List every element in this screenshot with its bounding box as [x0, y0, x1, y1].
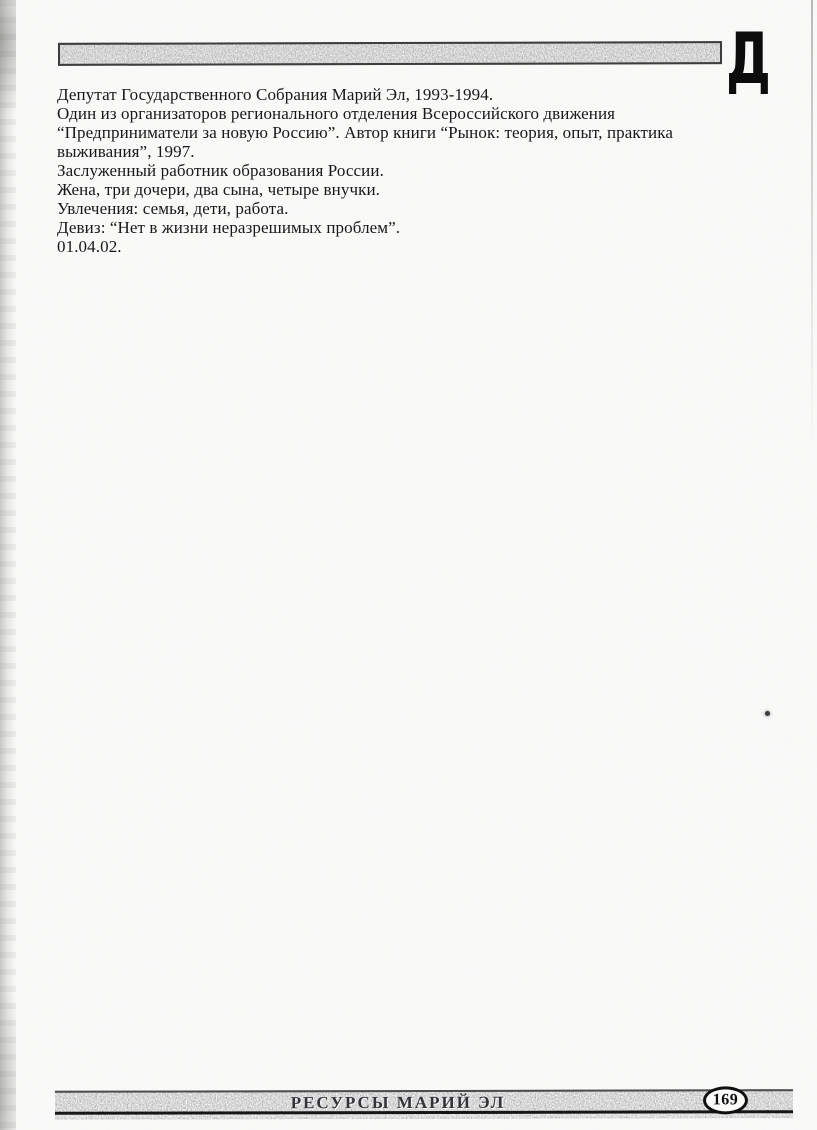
biography-line: “Предприниматели за новую Россию”. Автор книги “Рынок: теория, опыт, практика — [57, 123, 674, 142]
right-fold-line — [811, 0, 813, 450]
biography-line: выживания”, 1997. — [57, 142, 195, 161]
biography-line: Жена, три дочери, два сына, четыре внучки. — [57, 180, 381, 199]
scan-speck — [765, 711, 770, 716]
header-bar-hatch-texture — [60, 43, 720, 64]
biography-text — [57, 85, 673, 256]
footer-running-title: РЕСУРСЫ МАРИЙ ЭЛ — [290, 1092, 506, 1113]
page-number: 169 — [712, 1091, 739, 1109]
biography-line: Один из организаторов регионального отделения Всероссийского движения — [57, 104, 616, 123]
section-letter: Д — [726, 18, 771, 100]
section-header-bar — [58, 41, 722, 66]
biography-line: 01.04.02. — [57, 237, 122, 256]
biography-line: Депутат Государственного Собрания Марий Эл, 1993-1994. — [57, 85, 494, 104]
footer-bar — [55, 1089, 793, 1118]
biography-line: Девиз: “Нет в жизни неразрешимых проблем”. — [57, 218, 401, 237]
page-number-badge — [703, 1086, 748, 1114]
biography-line: Увлечения: семья, дети, работа. — [57, 199, 289, 218]
biography-line: Заслуженный работник образования России. — [57, 161, 384, 180]
left-scan-edge — [0, 0, 16, 1130]
